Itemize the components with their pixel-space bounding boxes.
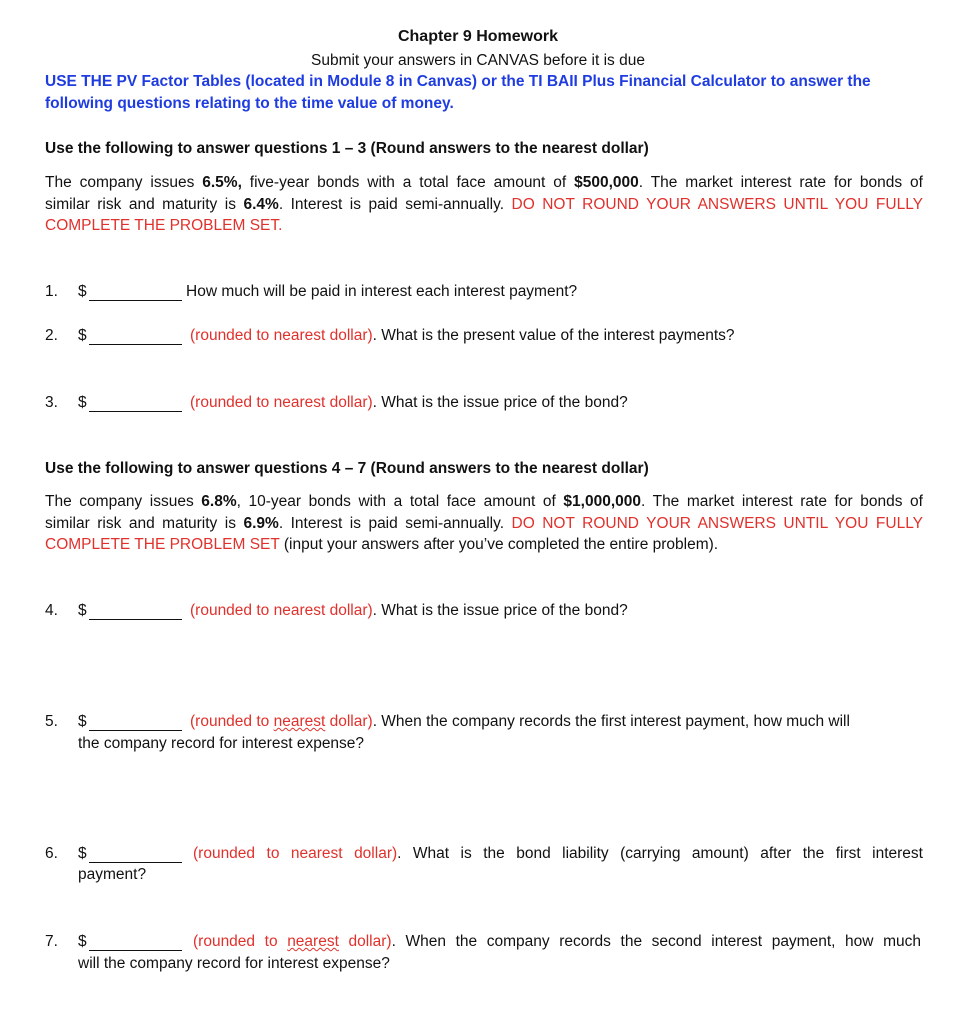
answer-blank[interactable] <box>89 847 182 863</box>
s2-face-amount: $1,000,000 <box>563 493 641 510</box>
question-number: 7. <box>45 933 58 950</box>
s1-coupon-rate: 6.5%, <box>202 174 242 191</box>
rounding-note: (rounded to <box>190 713 274 730</box>
answer-blank[interactable] <box>89 935 182 951</box>
question-body: . What is the present value of the interest payments? <box>372 327 735 344</box>
s2-text: similar risk and maturity is <box>45 514 244 532</box>
instructions-line-1: USE THE PV Factor Tables (located in Module 8 in Canvas) or the TI BAII Plus Financial Calculator to answer the <box>45 73 871 90</box>
question-text: How much will be paid in interest each interest payment? <box>186 283 578 300</box>
section1-paragraph <box>45 172 923 237</box>
question-text <box>190 394 628 412</box>
s2-market-rate: 6.9% <box>243 514 279 532</box>
answer-blank[interactable] <box>89 396 182 412</box>
question-text <box>193 933 921 951</box>
section1-line-3: COMPLETE THE PROBLEM SET. <box>45 217 283 234</box>
question-body: . What is the issue price of the bond? <box>372 394 628 411</box>
section1-heading: Use the following to answer questions 1 – 3 (Round answers to the nearest dollar) <box>45 140 649 157</box>
dollar-sign: $ <box>78 394 87 411</box>
question-number: 6. <box>45 845 58 862</box>
rounding-note: nearest <box>287 933 339 950</box>
rounding-note: nearest <box>273 713 326 730</box>
dollar-sign: $ <box>78 933 87 950</box>
s1-text: five-year bonds with a total face amount of <box>241 174 575 191</box>
question-number: 3. <box>45 394 58 411</box>
question-body: . When the company records the second interest payment, how much <box>391 933 921 950</box>
question-body: . When the company records the first interest payment, how much will <box>372 713 850 730</box>
s2-text: . The market interest rate for bonds of <box>640 493 923 510</box>
page-subtitle: Submit your answers in CANVAS before it is due <box>311 52 645 69</box>
rounding-note: (rounded to nearest dollar) <box>190 327 373 344</box>
rounding-note: (rounded to <box>193 933 288 950</box>
s2-warning: DO NOT ROUND YOUR ANSWERS UNTIL YOU FULLY <box>511 514 924 532</box>
s1-text: similar risk and maturity is <box>45 195 244 213</box>
s2-coupon-rate: 6.8% <box>201 493 237 510</box>
s1-text: The company issues <box>45 174 203 191</box>
s2-text: , 10-year bonds with a total face amount of <box>236 493 564 510</box>
question-number: 5. <box>45 713 58 730</box>
question-body: . What is the issue price of the bond? <box>372 602 628 619</box>
section1-line-2 <box>45 194 923 216</box>
instructions-line-2: following questions relating to the time value of money. <box>45 95 454 112</box>
s2-text: The company issues <box>45 493 202 510</box>
rounding-note: (rounded to nearest dollar) <box>193 845 398 862</box>
section2-line-3 <box>45 534 923 556</box>
rounding-note: (rounded to nearest dollar) <box>190 602 373 619</box>
question-text <box>190 602 628 620</box>
s2-text: (input your answers after you’ve completed the entire problem). <box>279 536 719 553</box>
s1-text: . Interest is paid semi-annually. <box>278 195 512 213</box>
s2-text: . Interest is paid semi-annually. <box>278 514 512 532</box>
section2-heading: Use the following to answer questions 4 – 7 (Round answers to the nearest dollar) <box>45 460 649 477</box>
question-number: 1. <box>45 283 58 300</box>
question-text-cont: the company record for interest expense? <box>78 735 365 752</box>
question-number: 4. <box>45 602 58 619</box>
dollar-sign: $ <box>78 845 87 862</box>
answer-blank[interactable] <box>89 604 182 620</box>
s1-face-amount: $500,000 <box>574 174 639 191</box>
rounding-note: dollar) <box>325 713 373 730</box>
question-text <box>190 327 735 345</box>
s2-warning: COMPLETE THE PROBLEM SET <box>45 536 280 553</box>
dollar-sign: $ <box>78 602 87 619</box>
rounding-note: (rounded to nearest dollar) <box>190 394 373 411</box>
question-text-cont: will the company record for interest expense? <box>78 955 390 972</box>
question-text <box>190 713 850 731</box>
question-number: 2. <box>45 327 58 344</box>
answer-blank[interactable] <box>89 329 182 345</box>
section2-line-1 <box>45 491 923 513</box>
section2-paragraph <box>45 491 923 556</box>
dollar-sign: $ <box>78 713 87 730</box>
rounding-note: dollar) <box>338 933 392 950</box>
s1-warning: DO NOT ROUND YOUR ANSWERS UNTIL YOU FULLY <box>511 195 924 213</box>
s1-market-rate: 6.4% <box>243 195 279 213</box>
s1-text: . The market interest rate for bonds of <box>638 174 923 191</box>
answer-blank[interactable] <box>89 285 182 301</box>
dollar-sign: $ <box>78 327 87 344</box>
answer-blank[interactable] <box>89 715 182 731</box>
question-text-cont: payment? <box>78 866 147 883</box>
question-body: . What is the bond liability (carrying amount) after the first interest <box>397 845 923 862</box>
dollar-sign: $ <box>78 283 87 300</box>
question-text <box>193 845 923 863</box>
page-title: Chapter 9 Homework <box>397 28 559 45</box>
section2-line-2 <box>45 513 923 535</box>
section1-line-1 <box>45 172 923 194</box>
